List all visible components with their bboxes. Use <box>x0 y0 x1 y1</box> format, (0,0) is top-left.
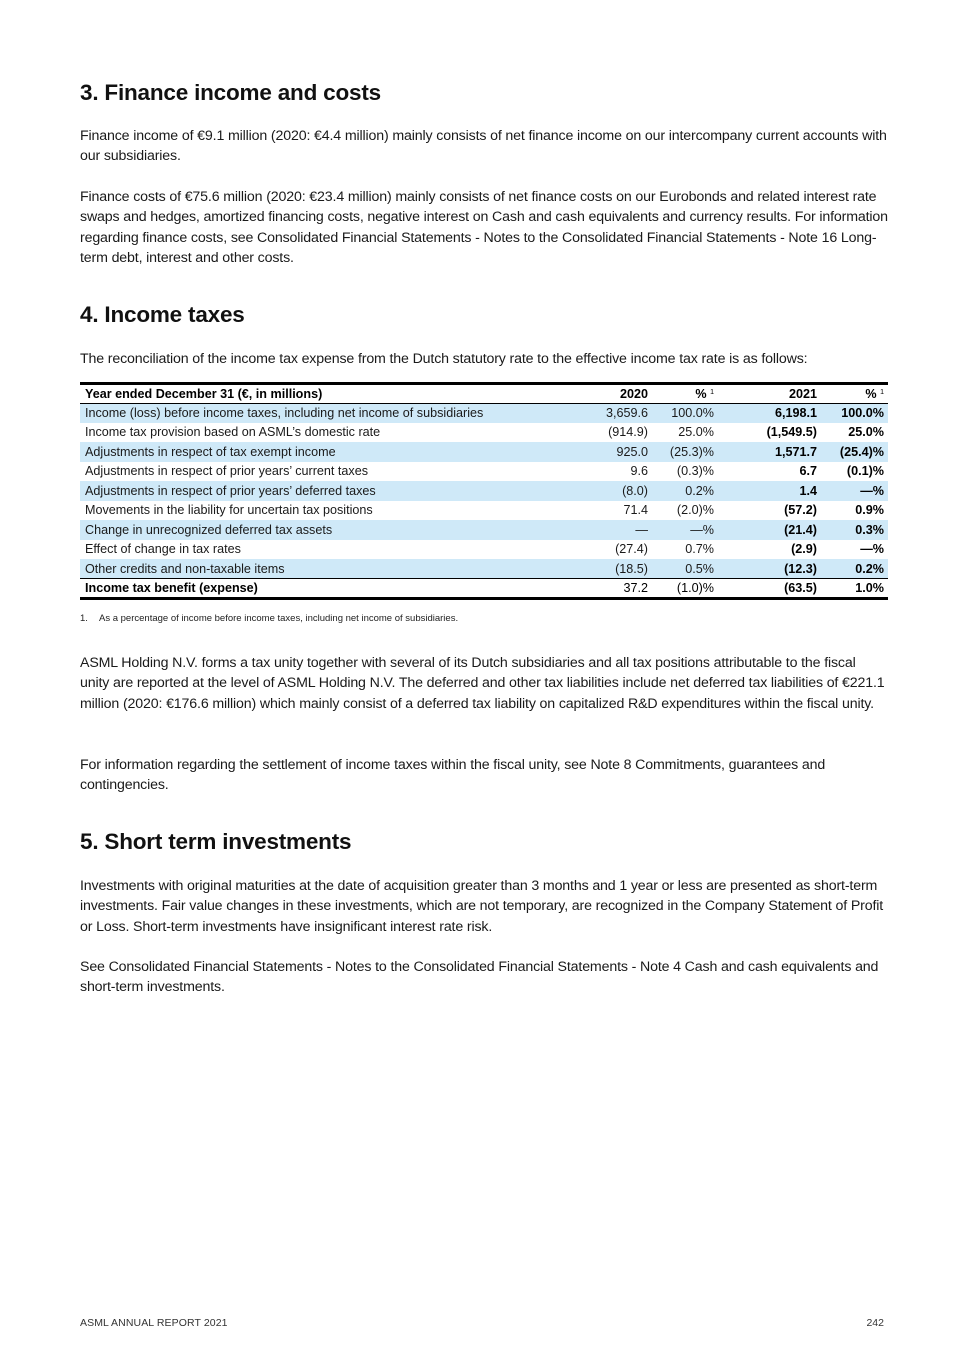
pct-2021: —% <box>821 481 888 501</box>
total-value-2020: 37.2 <box>590 579 652 599</box>
value-2021: (1,549.5) <box>766 425 817 440</box>
paragraph-tax-unity: ASML Holding N.V. forms a tax unity together with several of its Dutch subsidiaries and all tax positions attributable to the fiscal unity are reported at the level of ASML Holding N.V. The deferred and other tax liabilities include net deferred tax liabilities of €221.1 million (2020: €176.6 million) which mainly consist of a deferred tax liability on capitalized R&D expenditures within the fiscal unity. <box>80 655 885 712</box>
column-header-pct-2020: % $^1$ <box>652 384 718 404</box>
paragraph-finance-income: Finance income of €9.1 million (2020: €4.4 million) mainly consists of net finance income on our intercompany current accounts with our subsidiaries. <box>80 128 887 165</box>
value-2021: (57.2) <box>784 503 817 518</box>
footnote-text: As a percentage of income before income taxes, including net income of subsidiaries. <box>99 613 459 624</box>
value-2020: 3,659.6 <box>590 403 652 423</box>
value-2021: 6.7 <box>799 464 817 479</box>
footnote-number: 1. <box>80 613 88 624</box>
row-label: Other credits and non-taxable items <box>80 559 590 579</box>
value-2020: 925.0 <box>590 442 652 462</box>
row-label: Adjustments in respect of tax exempt income <box>80 442 590 462</box>
section-heading-finance: 3. Finance income and costs <box>80 80 381 105</box>
pct-2020: —% <box>652 520 718 540</box>
paragraph-tax-settlement: For information regarding the settlement of income taxes within the fiscal unity, see Note 8 Commitments, guarantees and contingencies. <box>80 757 826 794</box>
row-label: Change in unrecognized deferred tax assets <box>80 520 590 540</box>
value-2021: 1.4 <box>718 481 821 501</box>
pct-2021: 0.3% <box>821 520 888 540</box>
row-label: Income tax provision based on ASML’s domestic rate <box>85 425 381 440</box>
pct-2021: 100.0% <box>821 403 888 423</box>
value-2020: — <box>590 520 652 540</box>
total-pct-2020: (1.0)% <box>652 579 718 599</box>
tax-reconciliation-table <box>80 382 888 600</box>
row-label: Effect of change in tax rates <box>85 542 241 557</box>
pct-2020: (0.3)% <box>676 464 714 479</box>
value-2021: (21.4) <box>718 520 821 540</box>
total-label: Income tax benefit (expense) <box>80 579 590 599</box>
pct-2020: 0.7% <box>685 542 714 557</box>
table-row <box>80 540 888 560</box>
pct-2020: (25.3)% <box>652 442 718 462</box>
total-value-2021: (63.5) <box>718 579 821 599</box>
row-label: Income (loss) before income taxes, including net income of subsidiaries <box>80 403 590 423</box>
value-2021: (12.3) <box>718 559 821 579</box>
pct-2020: 100.0% <box>652 403 718 423</box>
pct-2021: 0.2% <box>821 559 888 579</box>
column-header-2021: 2021 <box>718 384 821 404</box>
paragraph-finance-costs: Finance costs of €75.6 million (2020: €23.4 million) mainly consists of net finance costs on our Eurobonds and related interest rate swaps and hedges, amortized financing costs, negative interest on Cash and cash equivalents and currency results. For information regarding finance costs, see Consolidated Financial Statements - Notes to the Consolidated Financial Statements - Note 16 Long-term debt, interest and other costs. <box>80 189 888 266</box>
footer-report-title: ASML ANNUAL REPORT 2021 <box>80 1317 228 1329</box>
paragraph-investments: Investments with original maturities at the date of acquisition greater than 3 months and 1 year or less are presented as short-term investments. Fair value changes in these investments, which are not temporary, are recognized in the Company Statement of Profit or Loss. Short-term investments have insignificant interest rate risk. <box>80 878 884 935</box>
section-heading-income-taxes: 4. Income taxes <box>80 302 245 327</box>
value-2020: 71.4 <box>623 503 648 518</box>
row-label: Adjustments in respect of prior years’ current taxes <box>85 464 369 479</box>
table-row <box>80 462 888 482</box>
column-header-pct-2021: % $^1$ <box>821 384 888 404</box>
column-header-2020: 2020 <box>590 384 652 404</box>
value-2021: 1,571.7 <box>718 442 821 462</box>
paragraph-tax-intro: The reconciliation of the income tax expense from the Dutch statutory rate to the effective income tax rate is as follows: <box>80 351 808 367</box>
value-2020: 9.6 <box>630 464 648 479</box>
section-heading-short-term-investments: 5. Short term investments <box>80 829 352 854</box>
pct-2021: (0.1)% <box>846 464 884 479</box>
table-row <box>80 423 888 443</box>
table-row <box>80 501 888 521</box>
table-footnote <box>80 613 458 624</box>
pct-2021: 25.0% <box>848 425 884 440</box>
pct-2020: 0.5% <box>652 559 718 579</box>
value-2020: (914.9) <box>608 425 648 440</box>
table-row <box>80 403 888 423</box>
row-label: Movements in the liability for uncertain tax positions <box>85 503 373 518</box>
column-header-label: Year ended December 31 (€, in millions) <box>80 384 590 404</box>
total-pct-2021: 1.0% <box>821 579 888 599</box>
pct-2020: 25.0% <box>678 425 714 440</box>
table-row <box>80 481 888 501</box>
table-total-row <box>80 579 888 599</box>
value-2020: (8.0) <box>590 481 652 501</box>
value-2020: (18.5) <box>590 559 652 579</box>
table-row <box>80 559 888 579</box>
table-header-row <box>80 384 888 404</box>
pct-2020: (2.0)% <box>676 503 714 518</box>
value-2020: (27.4) <box>615 542 648 557</box>
paragraph-investments-reference: See Consolidated Financial Statements - Notes to the Consolidated Financial Statements - Note 4 Cash and cash equivalents and short-term investments. <box>80 959 879 996</box>
pct-2021: (25.4)% <box>821 442 888 462</box>
value-2021: 6,198.1 <box>718 403 821 423</box>
pct-2021: —% <box>860 542 884 557</box>
pct-2020: 0.2% <box>652 481 718 501</box>
row-label: Adjustments in respect of prior years’ deferred taxes <box>80 481 590 501</box>
footer-page-number: 242 <box>866 1317 884 1329</box>
table-row <box>80 442 888 462</box>
pct-2021: 0.9% <box>855 503 884 518</box>
value-2021: (2.9) <box>791 542 817 557</box>
table-row <box>80 520 888 540</box>
